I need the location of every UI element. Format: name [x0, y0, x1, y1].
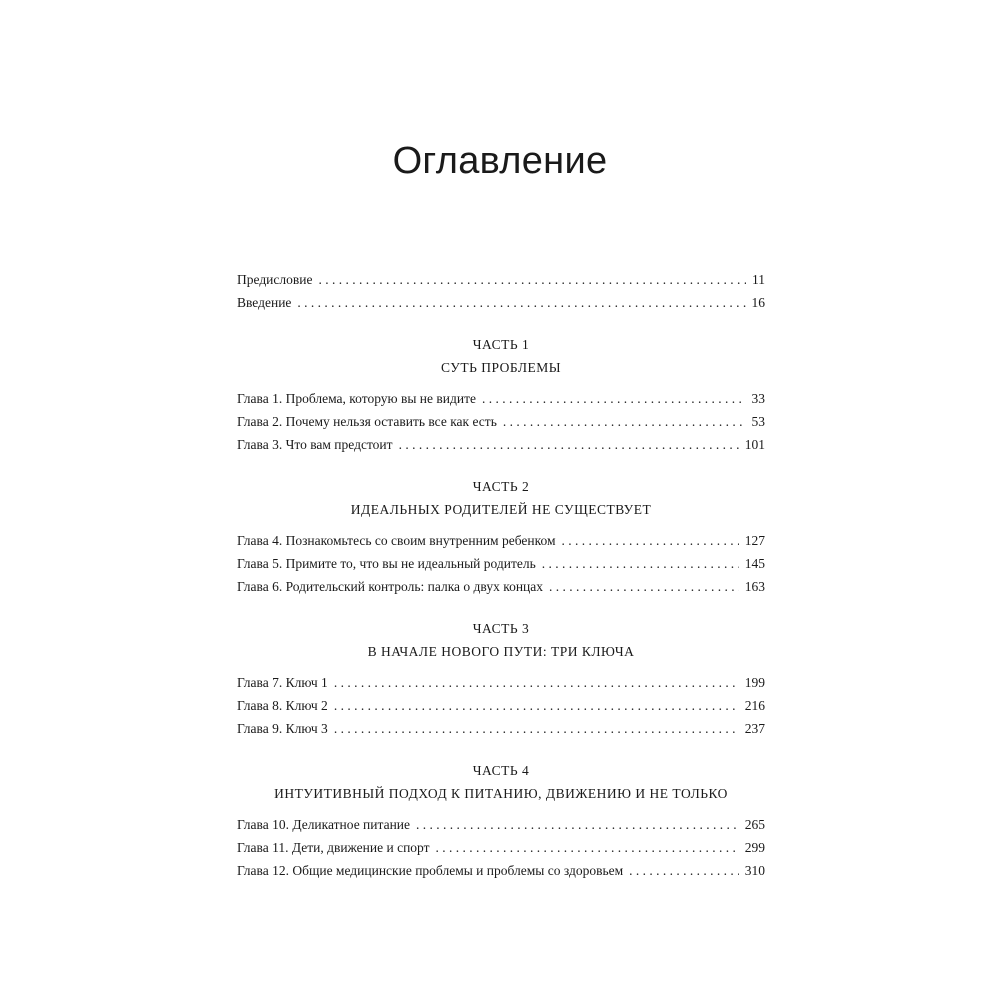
- toc-entry-label: Глава 5. Примите то, что вы не идеальный родитель: [237, 556, 536, 571]
- toc-entry-page: 310: [744, 863, 765, 878]
- toc-entry-page: 16: [751, 295, 765, 310]
- toc-entry-page: 163: [744, 579, 765, 594]
- toc-entry-page: 199: [744, 675, 765, 690]
- leader-dots: [334, 717, 739, 740]
- part-title: ИДЕАЛЬНЫХ РОДИТЕЛЕЙ НЕ СУЩЕСТВУЕТ: [350, 502, 652, 517]
- leader-dots: [297, 291, 745, 314]
- toc-entry-chapter[interactable]: [237, 529, 765, 552]
- toc-entry-page: 216: [744, 698, 765, 713]
- leader-dots: [334, 671, 739, 694]
- toc-entry-chapter[interactable]: [237, 836, 765, 859]
- toc-entry-label: Глава 12. Общие медицинские проблемы и проблемы со здоровьем: [237, 863, 624, 878]
- leader-dots: [318, 268, 746, 291]
- toc-entry-label: Глава 10. Деликатное питание: [237, 817, 411, 832]
- toc-entry-page: 299: [744, 840, 765, 855]
- part-number: ЧАСТЬ 3: [472, 621, 530, 636]
- toc-entry-page: 145: [744, 556, 765, 571]
- leader-dots: [334, 694, 739, 717]
- toc-entry-label: Глава 9. Ключ 3: [237, 721, 328, 736]
- toc-entry-label: Предисловие: [237, 272, 313, 287]
- toc-entry-label: Глава 8. Ключ 2: [237, 698, 328, 713]
- part-title: В НАЧАЛЕ НОВОГО ПУТИ: ТРИ КЛЮЧА: [367, 644, 635, 659]
- table-of-contents: [237, 268, 765, 882]
- toc-entry-chapter[interactable]: [237, 552, 765, 575]
- page-title: Оглавление: [392, 140, 608, 182]
- toc-entry-label: Глава 1. Проблема, которую вы не видите: [237, 391, 476, 406]
- toc-entry-label: Глава 7. Ключ 1: [237, 675, 328, 690]
- toc-entry-page: 11: [752, 272, 765, 287]
- leader-dots: [629, 859, 739, 882]
- toc-entry-label: Глава 3. Что вам предстоит: [237, 437, 393, 452]
- toc-entry-chapter[interactable]: [237, 717, 765, 740]
- leader-dots: [562, 529, 739, 552]
- toc-entry-chapter[interactable]: [237, 410, 765, 433]
- leader-dots: [549, 575, 739, 598]
- toc-entry-label: Глава 6. Родительский контроль: палка о двух концах: [237, 579, 544, 594]
- toc-entry-chapter[interactable]: [237, 671, 765, 694]
- toc-entry-page: 265: [744, 817, 765, 832]
- leader-dots: [542, 552, 739, 575]
- toc-entry-chapter[interactable]: [237, 433, 765, 456]
- toc-entry-introduction[interactable]: [237, 291, 765, 314]
- toc-entry-chapter[interactable]: [237, 387, 765, 410]
- leader-dots: [436, 836, 739, 859]
- leader-dots: [482, 387, 746, 410]
- part-number: ЧАСТЬ 1: [472, 337, 530, 352]
- toc-entry-chapter[interactable]: [237, 575, 765, 598]
- part-number: ЧАСТЬ 4: [472, 763, 530, 778]
- toc-entry-label: Глава 4. Познакомьтесь со своим внутренним ребенком: [237, 533, 556, 548]
- part-title: ИНТУИТИВНЫЙ ПОДХОД К ПИТАНИЮ, ДВИЖЕНИЮ И НЕ ТОЛЬКО: [274, 786, 728, 801]
- toc-entry-page: 127: [744, 533, 765, 548]
- toc-entry-page: 101: [744, 437, 765, 452]
- toc-entry-chapter[interactable]: [237, 694, 765, 717]
- leader-dots: [503, 410, 746, 433]
- toc-entry-label: Глава 2. Почему нельзя оставить все как есть: [237, 414, 497, 429]
- toc-entry-label: Глава 11. Дети, движение и спорт: [237, 840, 430, 855]
- toc-entry-page: 33: [751, 391, 765, 406]
- toc-entry-chapter[interactable]: [237, 859, 765, 882]
- toc-entry-page: 53: [751, 414, 765, 429]
- toc-entry-page: 237: [744, 721, 765, 736]
- toc-entry-label: Введение: [237, 295, 292, 310]
- part-number: ЧАСТЬ 2: [472, 479, 530, 494]
- leader-dots: [399, 433, 739, 456]
- leader-dots: [416, 813, 739, 836]
- toc-entry-chapter[interactable]: [237, 813, 765, 836]
- part-title: СУТЬ ПРОБЛЕМЫ: [440, 360, 562, 375]
- toc-entry-preface[interactable]: [237, 268, 765, 291]
